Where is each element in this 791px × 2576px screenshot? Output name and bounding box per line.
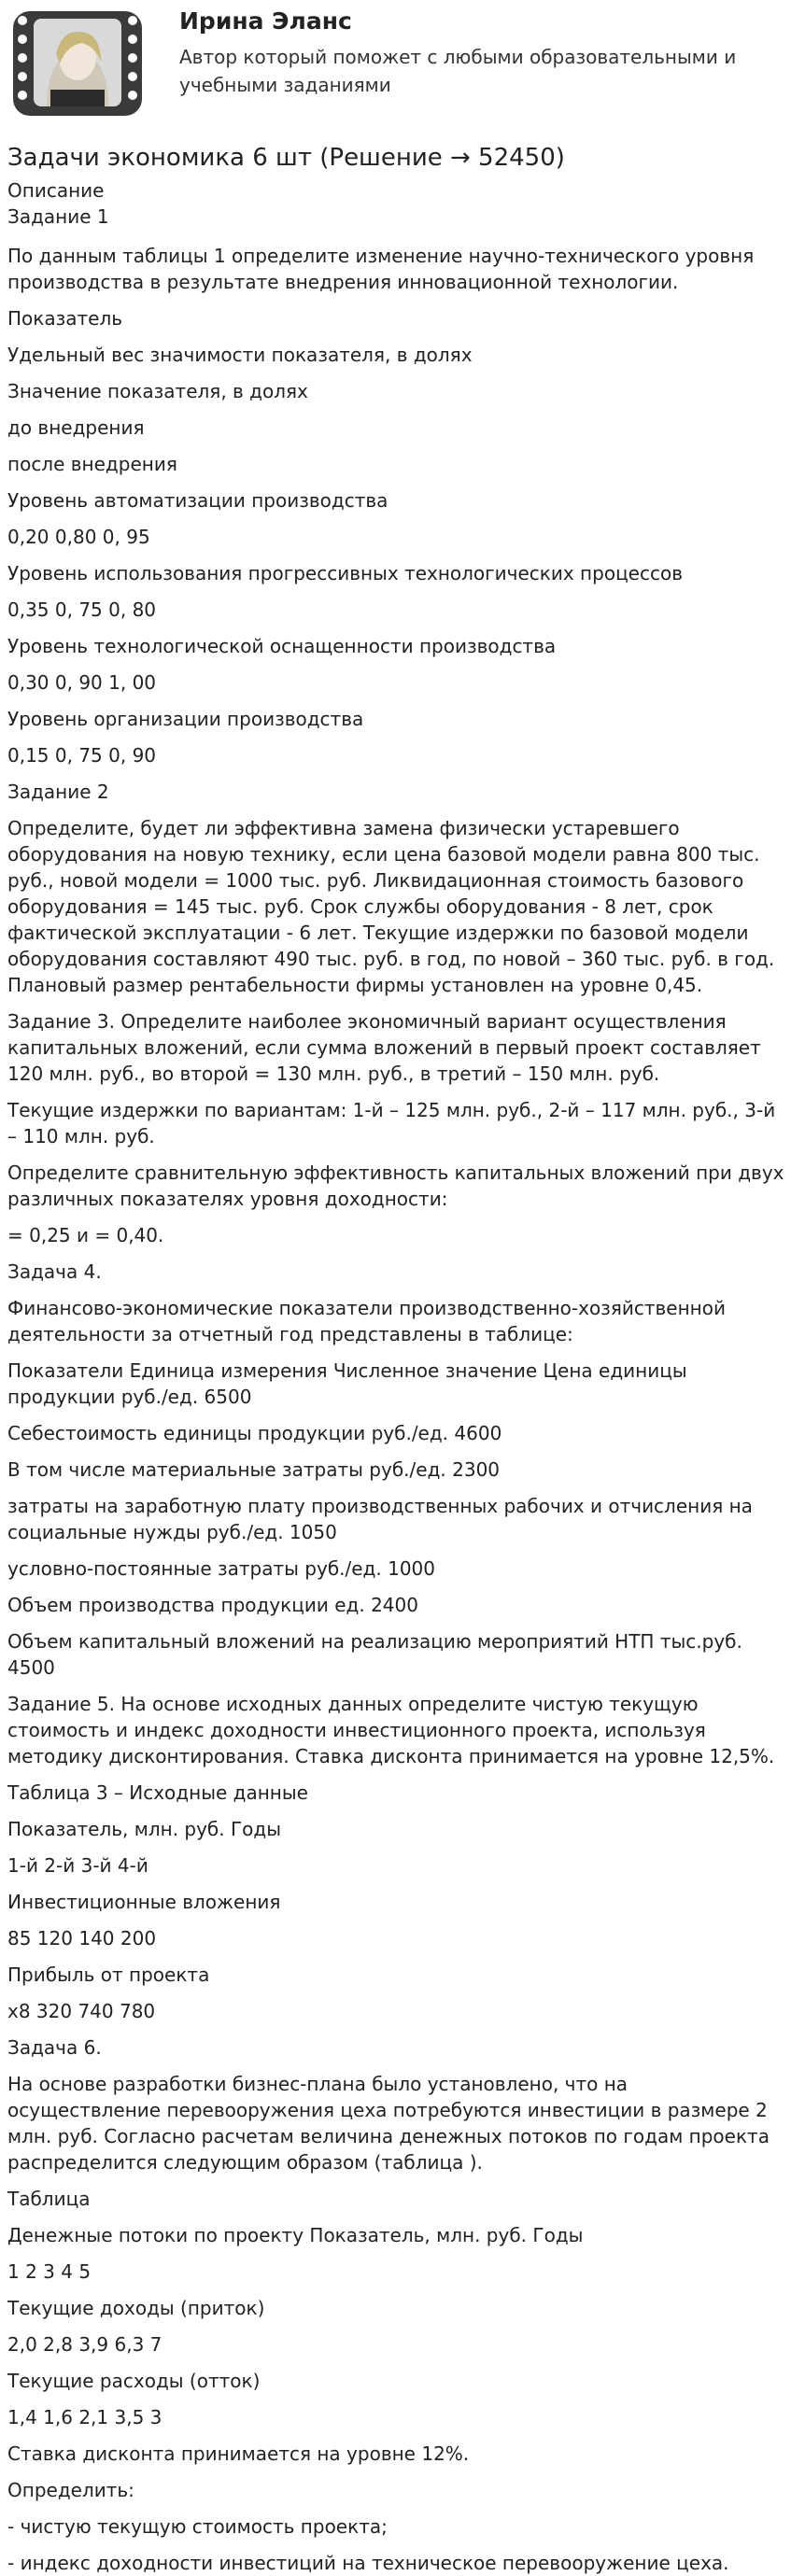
- description-paragraph: Определите сравнительную эффективность капитальных вложений при двух различных показателях уровня доходности:: [7, 1161, 784, 1210]
- description-paragraph: Таблица 3 – Исходные данные: [7, 1781, 308, 1804]
- description-paragraph: Определить:: [7, 2479, 134, 2501]
- description-paragraph: Текущие доходы (приток): [7, 2297, 265, 2319]
- description-paragraph: Задача 6.: [7, 2036, 102, 2059]
- author-info: [148, 0, 758, 99]
- description-paragraph: после внедрения: [7, 453, 177, 475]
- description-paragraph: до внедрения: [7, 416, 145, 439]
- description-paragraph: Показатель, млн. руб. Годы: [7, 1818, 282, 1840]
- film-frame-avatar-image: [9, 2, 146, 121]
- description-paragraph: По данным таблицы 1 определите изменение научно-технического уровня производства в результате внедрения инновационной технологии.: [7, 245, 755, 293]
- description-paragraph: х8 320 740 780: [7, 2000, 156, 2022]
- description-paragraph: Текущие расходы (отток): [7, 2370, 261, 2392]
- description-body: [7, 243, 784, 2576]
- description-paragraph: 0,15 0, 75 0, 90: [7, 744, 157, 767]
- description-paragraph: Показатели Единица измерения Численное значение Цена единицы продукции руб./ед. 6500: [7, 1359, 687, 1408]
- description-paragraph: Задание 3. Определите наиболее экономичный вариант осуществления капитальных вложений, если сумма вложений в первый проект составляет 120 млн. руб., во второй = 130 млн. руб., в третий – 150 млн. руб.: [7, 1010, 761, 1085]
- description-paragraph: - чистую текущую стоимость проекта;: [7, 2515, 388, 2538]
- description-paragraph: Денежные потоки по проекту Показатель, млн. руб. Годы: [7, 2224, 584, 2246]
- description-paragraph: Таблица: [7, 2188, 91, 2210]
- page-title: Задачи экономика 6 шт (Решение → 52450): [7, 144, 565, 172]
- description-paragraph: Уровень автоматизации производства: [7, 489, 388, 512]
- description-label: Описание: [7, 179, 105, 202]
- description-paragraph: - индекс доходности инвестиций на техническое перевооружение цеха.: [7, 2552, 729, 2574]
- description-paragraph: Задание 5. На основе исходных данных определите чистую текущую стоимость и индекс доходности инвестиционного проекта, используя методику дисконтирования. Ставка дисконта принимается на уровне 12,5%.: [7, 1693, 775, 1767]
- description-paragraph: условно-постоянные затраты руб./ед. 1000: [7, 1557, 435, 1580]
- description-paragraph: Уровень организации производства: [7, 708, 364, 730]
- description-paragraph: = 0,25 и = 0,40.: [7, 1224, 164, 1246]
- description-paragraph: 1 2 3 4 5: [7, 2260, 92, 2283]
- description-paragraph: Уровень технологической оснащенности производства: [7, 635, 557, 657]
- description-paragraph: Уровень использования прогрессивных технологических процессов: [7, 562, 683, 584]
- author-description: Автор который поможет с любыми образовательными и учебными заданиями: [179, 46, 737, 96]
- description-paragraph: Показатель: [7, 307, 123, 330]
- description-paragraph: 1,4 1,6 2,1 3,5 3: [7, 2406, 162, 2428]
- description-paragraph: Объем производства продукции ед. 2400: [7, 1594, 418, 1616]
- description-paragraph: Себестоимость единицы продукции руб./ед. 4600: [7, 1422, 502, 1444]
- description-paragraph: Объем капитальный вложений на реализацию мероприятий НТП тыс.руб. 4500: [7, 1630, 742, 1679]
- description-paragraph: 2,0 2,8 3,9 6,3 7: [7, 2333, 162, 2356]
- description-paragraph: Определите, будет ли эффективна замена физически устаревшего оборудования на новую технику, если цена базовой модели равна 800 тыс. руб., новой модели = 1000 тыс. руб. Ликвидационная стоимость базового оборудования = 145 тыс. руб. Срок службы оборудования - 8 лет, срок фактической эксплуатации - 6 лет. Текущие издержки по базовой модели оборудования составляют 490 тыс. руб. в год, по новой – 360 тыс. руб. в год. Плановый размер рентабельности фирмы установлен на уровне 0,45.: [7, 817, 775, 996]
- author-name[interactable]: Ирина Эланс: [179, 7, 352, 35]
- first-task-heading: Задание 1: [7, 205, 109, 228]
- description-paragraph: Задача 4.: [7, 1260, 102, 1283]
- description-paragraph: Задание 2: [7, 781, 109, 803]
- author-avatar[interactable]: [7, 0, 148, 123]
- description-paragraph: Финансово-экономические показатели производственно-хозяйственной деятельности за отчетный год представлены в таблице:: [7, 1297, 726, 1345]
- description-paragraph: 0,35 0, 75 0, 80: [7, 598, 157, 621]
- description-paragraph: На основе разработки бизнес-плана было установлено, что на осуществление перевооружения цеха потребуются инвестиции в размере 2 млн. руб. Согласно расчетам величина денежных потоков по годам проекта распределится следующим образом (таблица ).: [7, 2073, 770, 2174]
- description-paragraph: Прибыль от проекта: [7, 1964, 210, 1986]
- description-paragraph: 1-й 2-й 3-й 4-й: [7, 1854, 148, 1877]
- description-paragraph: Инвестиционные вложения: [7, 1891, 281, 1913]
- description-paragraph: 0,30 0, 90 1, 00: [7, 671, 157, 694]
- description-paragraph: Ставка дисконта принимается на уровне 12%.: [7, 2442, 470, 2465]
- author-card: [7, 0, 784, 129]
- description-paragraph: Значение показателя, в долях: [7, 380, 308, 402]
- description-paragraph: 0,20 0,80 0, 95: [7, 526, 150, 548]
- description-paragraph: В том числе материальные затраты руб./ед. 2300: [7, 1458, 501, 1481]
- description-paragraph: затраты на заработную плату производственных рабочих и отчисления на социальные нужды руб./ед. 1050: [7, 1495, 753, 1543]
- description-paragraph: 85 120 140 200: [7, 1927, 157, 1950]
- description-paragraph: Текущие издержки по вариантам: 1-й – 125 млн. руб., 2-й – 117 млн. руб., 3-й – 110 млн. руб.: [7, 1099, 776, 1147]
- description-paragraph: Удельный вес значимости показателя, в долях: [7, 344, 473, 366]
